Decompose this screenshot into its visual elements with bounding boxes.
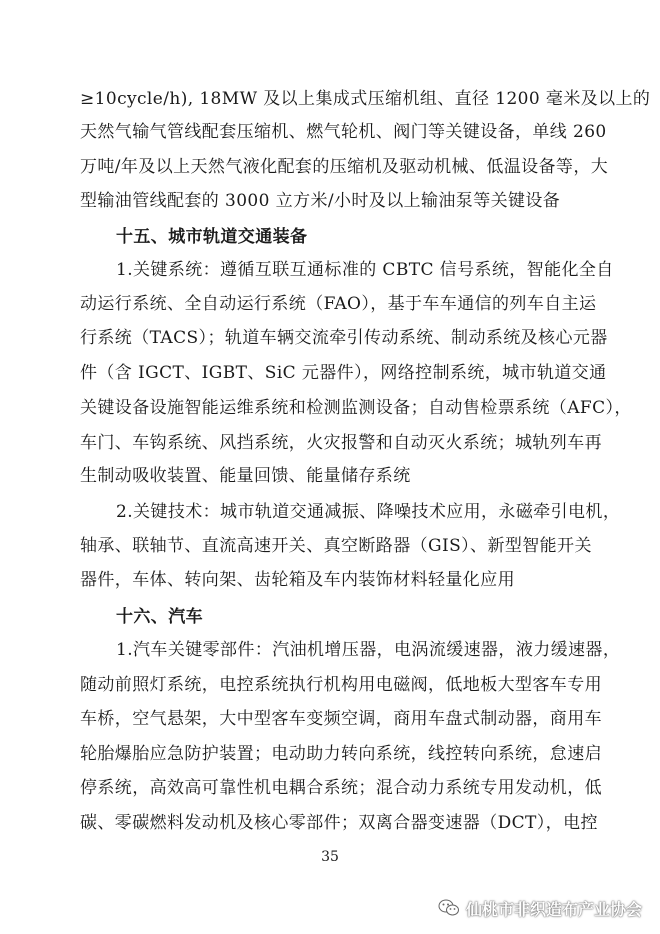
text-line: 轴承、联轴节、直流高速开关、真空断路器（GIS）、新型智能开关	[80, 536, 592, 556]
text-line: 车门、车钩系统、风挡系统，火灾报警和自动灭火系统；城轨列车再	[80, 433, 602, 453]
text-line: 万吨/年及以上天然气液化配套的压缩机及驱动机械、低温设备等，大	[80, 157, 609, 177]
text-line: 天然气输气管线配套压缩机、燃气轮机、阀门等关键设备，单线 260	[80, 122, 607, 142]
text-line: 行系统（TACS）；轨道车辆交流牵引传动系统、制动系统及核心元器	[80, 328, 608, 348]
text-line: 型输油管线配套的 3000 立方米/小时及以上输油泵等关键设备	[80, 191, 561, 211]
section-heading: 十五、城市轨道交通装备	[116, 227, 308, 247]
text-line: 1.关键系统：遵循互联互通标准的 CBTC 信号系统，智能化全自	[116, 260, 614, 280]
text-line: 关键设备设施智能运维系统和检测监测设备；自动售检票系统（AFC），	[80, 398, 632, 418]
text-line: 生制动吸收装置、能量回馈、能量储存系统	[80, 466, 411, 486]
text-line: 随动前照灯系统，电控系统执行机构用电磁阀，低地板大型客车专用	[80, 675, 602, 695]
text-line: 车桥，空气悬架，大中型客车变频空调，商用车盘式制动器，商用车	[80, 709, 602, 729]
wechat-icon	[438, 898, 460, 918]
text-line: 停系统，高效高可靠性机电耦合系统；混合动力系统专用发动机，低	[80, 778, 602, 798]
text-line: 件（含 IGCT、IGBT、SiC 元器件），网络控制系统，城市轨道交通	[80, 363, 607, 383]
section-heading: 十六、汽车	[116, 607, 203, 627]
text-line: 动运行系统、全自动运行系统（FAO），基于车车通信的列车自主运	[80, 294, 597, 314]
watermark-text: 仙桃市非织造布产业协会	[465, 899, 642, 919]
text-line: 器件，车体、转向架、齿轮箱及车内装饰材料轻量化应用	[80, 570, 515, 590]
text-line: 碳、零碳燃料发动机及核心零部件；双离合器变速器（DCT），电控	[80, 813, 598, 833]
text-line: 2.关键技术：城市轨道交通减振、降噪技术应用，永磁牵引电机，	[116, 502, 621, 522]
page-number: 35	[321, 849, 339, 865]
text-line: 轮胎爆胎应急防护装置；电动助力转向系统，线控转向系统，怠速启	[80, 744, 602, 764]
text-line: 1.汽车关键零部件：汽油机增压器，电涡流缓速器，液力缓速器，	[116, 640, 621, 660]
watermark	[438, 896, 642, 920]
text-line: ≥10cycle/h), 18MW 及以上集成式压缩机组、直径 1200 毫米及以上的	[80, 89, 651, 109]
